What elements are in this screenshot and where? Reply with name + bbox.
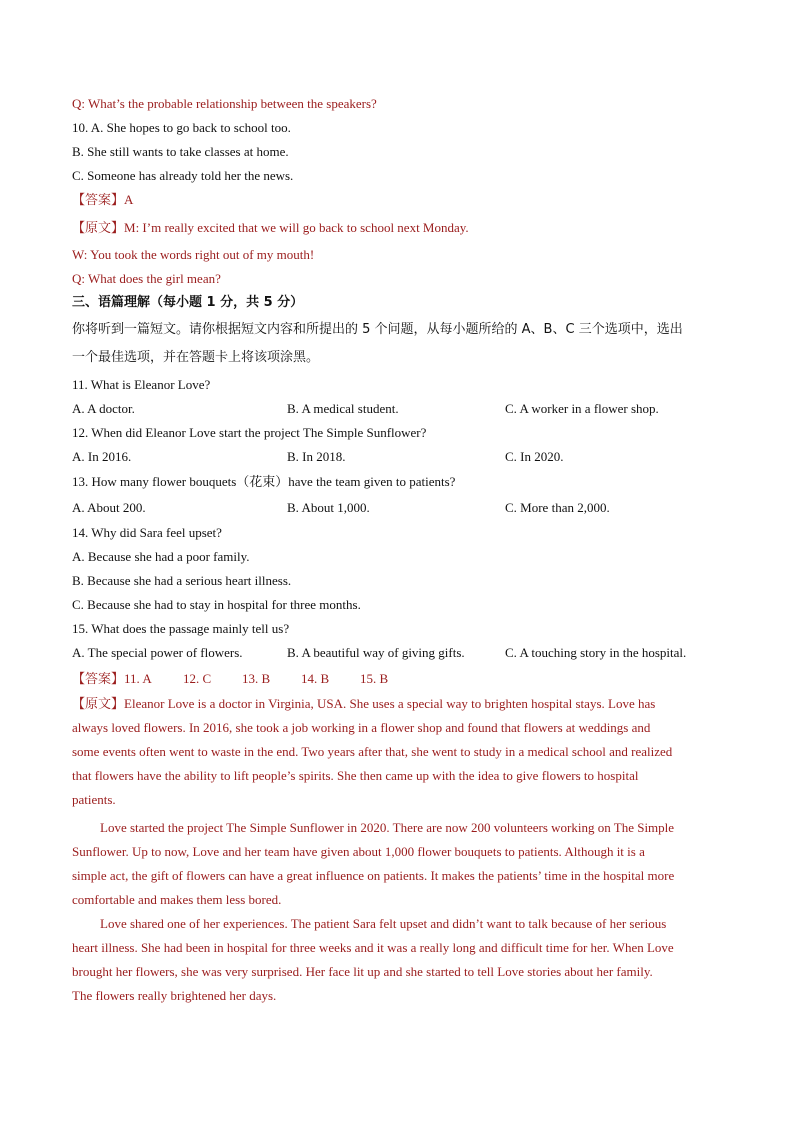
passage-p3-line-2: heart illness. She had been in hospital for three weeks and it was a really long and difficult time for her. When Love — [72, 940, 674, 955]
q14-option-a: A. Because she had a poor family. — [72, 549, 250, 564]
q12-option-a: A. In 2016. — [72, 449, 132, 464]
q14-option-b: B. Because she had a serious heart illness. — [72, 573, 292, 588]
q10-original-q: Q: What does the girl mean? — [72, 271, 221, 286]
answer-tag: 【答案】 — [72, 193, 125, 208]
passage-p1-line-1: 【原文】Eleanor Love is a doctor in Virginia, USA. She uses a special way to brighten hospital stays. Love has — [72, 696, 656, 712]
passage-p1-line-2: always loved flowers. In 2016, she took a job working in a flower shop and found that flowers at weddings and — [72, 720, 651, 735]
q13-option-a: A. About 200. — [72, 500, 146, 515]
q15-option-c: C. A touching story in the hospital. — [505, 645, 687, 660]
q12-option-b: B. In 2018. — [287, 449, 346, 464]
q11-stem: 11. What is Eleanor Love? — [72, 377, 211, 392]
original-tag: 【原文】 — [72, 221, 125, 236]
passage-paragraph-2 — [72, 816, 724, 912]
q12-stem: 12. When did Eleanor Love start the project The Simple Sunflower? — [72, 425, 427, 440]
answer-12: 12. C — [183, 671, 212, 686]
q12-option-c: C. In 2020. — [505, 449, 564, 464]
q15-stem: 15. What does the passage mainly tell us? — [72, 621, 290, 636]
passage-p1-line-5: patients. — [72, 792, 116, 807]
q10-original-w: W: You took the words right out of my mouth! — [72, 247, 315, 262]
section3-instruction-1: 你将听到一篇短文。请你根据短文内容和所提出的 5 个问题，从每小题所给的 A、B、C 三个选项中，选出 — [72, 322, 683, 337]
q13-option-b: B. About 1,000. — [287, 500, 370, 515]
passage-p2-line-1: Love started the project The Simple Sunflower in 2020. There are now 200 volunteers working on The Simple — [100, 820, 675, 835]
q10-answer-line — [72, 192, 133, 209]
q10-stem: 10. A. She hopes to go back to school too. — [72, 120, 291, 135]
q13-stem: 13. How many flower bouquets（花束）have the team given to patients? — [72, 474, 456, 489]
q10-original-m-text: M: I’m really excited that we will go back to school next Monday. — [124, 220, 469, 235]
q14-stem: 14. Why did Sara feel upset? — [72, 525, 222, 540]
q11-option-a: A. A doctor. — [72, 401, 135, 416]
passage-p1-line-4: that flowers have the ability to lift people’s spirits. She then came up with the idea to give flowers to hospital — [72, 768, 639, 783]
passage-p1-line-3: some events often went to waste in the end. Two years after that, she went to study in a medical school and realized — [72, 744, 673, 759]
q10-option-b: B. She still wants to take classes at home. — [72, 144, 289, 159]
section3-instruction-2: 一个最佳选项，并在答题卡上将该项涂黑。 — [72, 350, 320, 365]
q13-option-c: C. More than 2,000. — [505, 500, 610, 515]
q11-option-c: C. A worker in a flower shop. — [505, 401, 659, 416]
q10-original-m — [72, 220, 469, 237]
q9-question-line: Q: What’s the probable relationship between the speakers? — [72, 96, 377, 111]
passage-paragraph-1 — [72, 692, 724, 812]
answers-line — [72, 671, 388, 688]
q14-option-c: C. Because she had to stay in hospital for three months. — [72, 597, 361, 612]
answer-14: 14. B — [301, 671, 330, 686]
answer-13: 13. B — [242, 671, 271, 686]
q11-option-b: B. A medical student. — [287, 401, 399, 416]
q10-answer: A — [124, 192, 134, 207]
answers-tag: 【答案】 — [72, 672, 125, 687]
passage-p2-line-3: simple act, the gift of flowers can have a great influence on patients. It makes the patients’ time in the hospital more — [72, 868, 675, 883]
passage-paragraph-3 — [72, 912, 724, 1008]
q15-option-a: A. The special power of flowers. — [72, 645, 243, 660]
section3-title: 三、语篇理解（每小题 1 分，共 5 分） — [72, 295, 304, 310]
answer-15: 15. B — [360, 671, 389, 686]
passage-p2-line-2: Sunflower. Up to now, Love and her team have given about 1,000 flower bouquets to patients. Although it is a — [72, 844, 645, 859]
passage-p2-line-4: comfortable and makes them less bored. — [72, 892, 282, 907]
q10-option-c: C. Someone has already told her the news. — [72, 168, 294, 183]
passage-p3-line-1: Love shared one of her experiences. The patient Sara felt upset and didn’t want to talk because of her serious — [100, 916, 667, 931]
q15-option-b: B. A beautiful way of giving gifts. — [287, 645, 465, 660]
passage-original-tag: 【原文】 — [72, 697, 125, 712]
passage-p3-line-4: The flowers really brightened her days. — [72, 988, 277, 1003]
passage-p3-line-3: brought her flowers, she was very surprised. Her face lit up and she started to tell Love stories about her family. — [72, 964, 653, 979]
answer-11: 11. A — [124, 671, 152, 686]
